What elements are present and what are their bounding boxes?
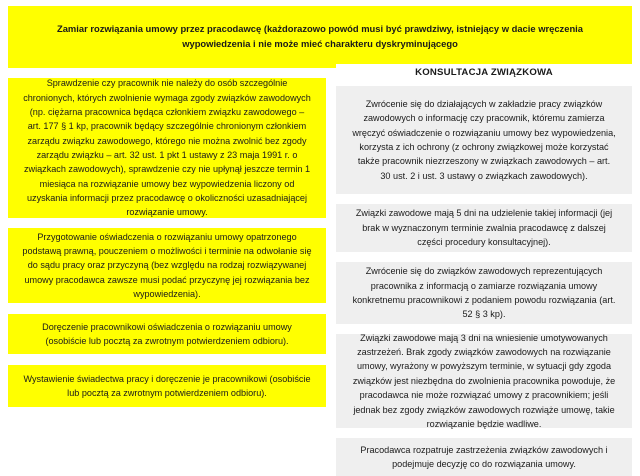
step-unions-5-days-text: Związki zawodowe mają 5 dni na udzielenie takiej informacji (jej brak w wyznaczonym terminie zwalnia pracodawcę z dalszej części procedury konsultacyjnej). (355, 208, 613, 248)
step-ask-unions-for-info-text: Zwrócenie się do działających w zakładzie pracy związków zawodowych o informację czy pracownik, któremu zamierza wręczyć oświadczenie o rozwiązaniu umowy bez wypowiedzenia, korzysta z ich ochrony (z ochrony związkowej może korzystać także pracownik niezrzeszony w związkach zawodowych – art. 30 ust. 2 i ust. 3 ustawy o związkach zawodowych). (352, 98, 616, 181)
step-employer-decision-text: Pracodawca rozpatruje zastrzeżenia związków zawodowych i podejmuje decyzję co do rozwiązania umowy. (360, 444, 608, 469)
step-ask-unions-for-info (336, 86, 632, 194)
step-prepare-statement (8, 228, 326, 303)
step-unions-3-days-objection-text: Związki zawodowe mają 3 dni na wniesienie umotywowanych zastrzeżeń. Brak zgody związków zawodowych na rozwiązanie umowy, wyrażony w powyższym terminie, w sytuacji gdy zgoda związków jest niezbędna do zwolnienia pracownika powoduje, że pracodawca nie może rozwiązać umowy z pracownikiem; jeśli jednak bez zgody związków zawodowych rozwiąże umowę, takie rozwiązanie będzie wadliwe. (352, 332, 616, 429)
intent-banner-text: Zamiar rozwiązania umowy przez pracodawcę (każdorazowo powód musi być prawdziwy, istniejący w dacie wręczenia wypowiedzenia i nie może mieć charakteru dyskryminującego (56, 23, 584, 49)
intent-banner (8, 6, 632, 68)
step-prepare-statement-text: Przygotowanie oświadczenia o rozwiązaniu umowy opatrzonego podstawą prawną, pouczeniem o możliwości i terminie na odwołanie się do sądu pracy oraz przyczyną (bez względu na rodzaj rozwiązywanej umowy pracodawca zawsze musi podać przyczynę jej rozwiązania bez wypowiedzenia). (22, 231, 312, 300)
step-notify-representing-union-text: Zwrócenie się do związków zawodowych reprezentujących pracownika z informacją o zamiarze rozwiązania umowy konkretnemu pracownikowi z podaniem powodu rozwiązania (art. 52 § 3 kp). (352, 266, 616, 320)
step-protected-employee-check-text: Sprawdzenie czy pracownik nie należy do osób szczególnie chronionych, których zwolnienie wymaga zgody związków zawodowych (np. ciężarna pracownica będąca członkiem związku zawodowego – art. 177 § 1 kp, pracownik będący szczególnie chronionym członkiem zarządu związku zawodowego, którego nie można zwolnić bez zgody zarządu związku – art. 32 ust. 1 pkt 1 ustawy z 23 maja 1991 r. o związkach zawodowych), sprawdzenie czy nie upłynął jeszcze termin 1 miesiąca na rozwiązanie umowy bez wypowiedzenia liczony od uzyskania informacji przez pracodawcę o okoliczności uzasadniającej rozwiązanie umowy. (23, 78, 311, 218)
step-issue-work-certificate-text: Wystawienie świadectwa pracy i doręczenie je pracownikowi (osobiście lub pocztą za zwrotnym potwierdzeniem odbioru). (23, 373, 311, 398)
step-unions-5-days (336, 204, 632, 252)
spacer (8, 354, 326, 365)
employer-procedure-column (8, 78, 326, 407)
step-protected-employee-check (8, 78, 326, 218)
step-notify-representing-union (336, 262, 632, 324)
step-issue-work-certificate (8, 365, 326, 407)
spacer (336, 194, 632, 204)
spacer (8, 303, 326, 314)
union-consultation-heading: KONSULTACJA ZWIĄZKOWA (336, 64, 632, 86)
step-deliver-statement (8, 314, 326, 354)
step-employer-decision (336, 438, 632, 476)
step-deliver-statement-text: Doręczenie pracownikowi oświadczenia o rozwiązaniu umowy (osobiście lub pocztą za zwrotnym potwierdzeniem odbioru). (42, 321, 292, 346)
union-consultation-column (336, 64, 632, 476)
step-unions-3-days-objection (336, 334, 632, 428)
spacer (336, 252, 632, 262)
